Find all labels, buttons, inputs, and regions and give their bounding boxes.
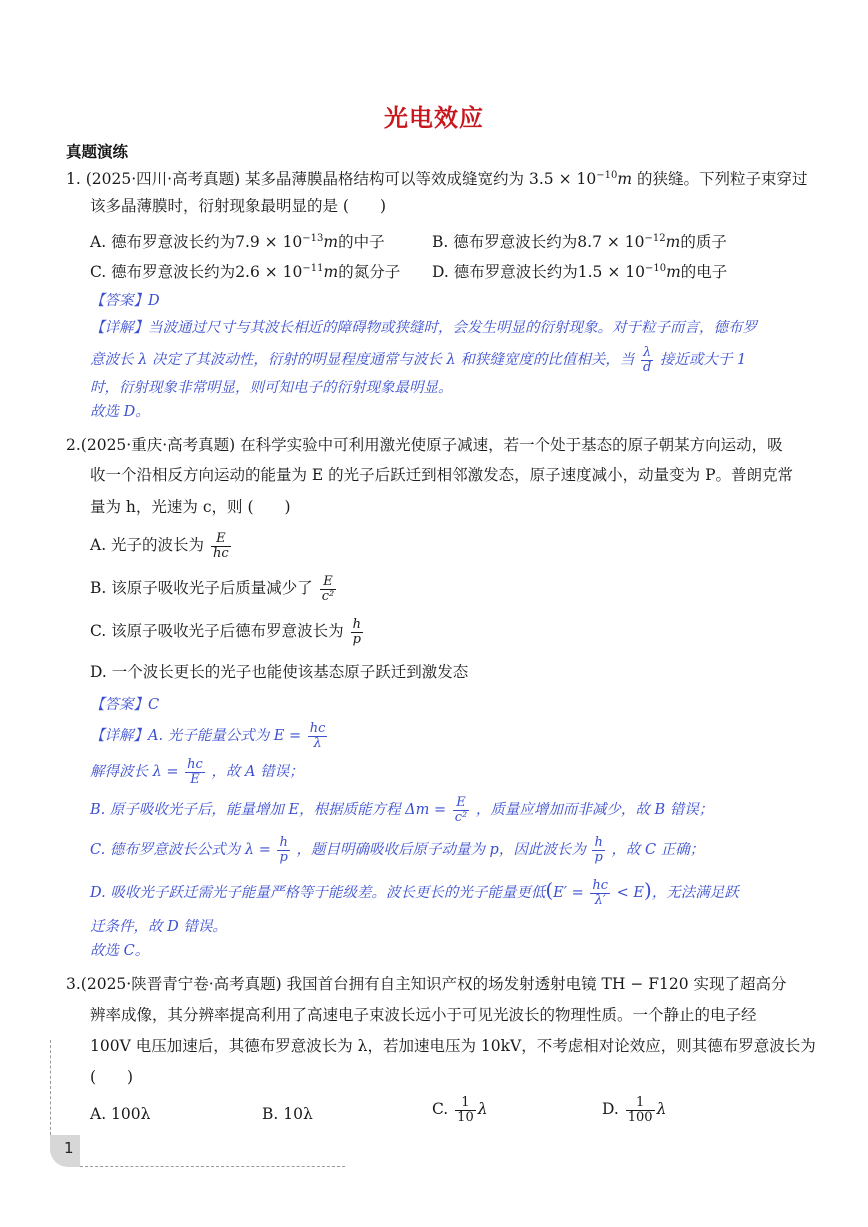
q1-explanation-1: 【详解】当波通过尺寸与其波长相近的障碍物或狭缝时，会发生明显的衍射现象。对于粒子而言，德布罗 — [90, 320, 757, 336]
q2-option-b: B. 该原子吸收光子后质量减少了 $\frac{E}{\text{c²}}$ — [90, 574, 335, 604]
q1-explanation-4: 故选 D。 — [90, 404, 150, 420]
q1-option-c: C. 德布罗意波长约为$2.6 \times 10^{-11}m$的氮分子 — [90, 263, 401, 282]
q1-text-b: 的狭缝。下列粒子束穿过 — [636, 170, 808, 189]
q2-explanation-b1: 解得波长 λ = $\frac{hc}{E}$ ，故 A 错误； — [90, 757, 304, 787]
q2-line2: 收一个沿相反方向运动的能量为 E 的光子后跃迁到相邻激发态，原子速度减小，动量变为 P。普朗克常 — [90, 466, 794, 484]
section-heading: 真题演练 — [66, 143, 129, 161]
q3-line4: ( ) — [90, 1068, 134, 1086]
q2-explanation-f: 故选 C。 — [90, 943, 150, 959]
margin-dashed-line — [50, 1040, 51, 1135]
q2-option-a: A. 光子的波长为 $\frac{E}{hc}$ — [90, 531, 229, 561]
footer-dashed-line — [80, 1166, 345, 1167]
q1-answer: 【答案】D — [90, 293, 160, 309]
q2-option-d: D. 一个波长更长的光子也能使该基态原子跃迁到激发态 — [90, 663, 469, 681]
q3-line2: 辨率成像，其分辨率提高利用了高速电子束波长远小于可见光波长的物理性质。一个静止的电子经 — [90, 1006, 757, 1024]
lambda-over-d-fraction: $\frac{\lambda}{d}$ — [642, 345, 652, 375]
q1-explanation-2: 意波长 λ 决定了其波动性，衍射的明显程度通常与波长 λ 和狭缝宽度的比值相关，当 $\frac{\lambda}{d}$ 接近或大于 1 — [90, 345, 747, 375]
q1-slit-value: $3.5 \times 10^{-10}m$ — [529, 170, 633, 189]
q3-line1: 3.(2025·陕晋青宁卷·高考真题) 我国首台拥有自主知识产权的场发射透射电镜 TH − F120 实现了超高分 — [66, 975, 787, 993]
q2-explanation-c1: B. 原子吸收光子后，能量增加 E，根据质能方程 Δm = $\frac{E}{\text{c²}}$ ，质量应增加而非减少，故 B 错误； — [90, 795, 714, 825]
q1-number: 1. — [66, 170, 81, 189]
q1-option-d: D. 德布罗意波长约为$1.5 \times 10^{-10}m$的电子 — [432, 263, 728, 282]
page-title: 光电效应 — [384, 104, 484, 132]
q1-line1 — [66, 166, 807, 189]
q2-line1: 2.(2025·重庆·高考真题) 在科学实验中可利用激光使原子减速，若一个处于基态的原子朝某方向运动，吸 — [66, 436, 783, 454]
q2-option-c: C. 该原子吸收光子后德布罗意波长为 $\frac{h}{p}$ — [90, 617, 361, 647]
q1-line2: 该多晶薄膜时，衍射现象最明显的是 ( ) — [90, 197, 387, 215]
q3-option-a: A. 100λ — [90, 1105, 151, 1123]
q2-explanation-e1: D. 吸收光子跃迁需光子能量严格等于能级差。波长更长的光子能量更低(E′ = $\frac{hc}{\lambda'}$ < E)，无法满足跃 — [90, 878, 739, 908]
q2-explanation-a: 【详解】A. 光子能量公式为 E = $\frac{hc}{\lambda}$ — [90, 721, 326, 751]
q2-explanation-d1: C. 德布罗意波长公式为 λ = $\frac{h}{p}$ ，题目明确吸收后原子动量为 p，因此波长为 $\frac{h}{p}$ ，故 C 正确； — [90, 835, 705, 865]
q1-explanation-3: 时，衍射现象非常明显，则可知电子的衍射现象最明显。 — [90, 380, 453, 396]
page-number: 1 — [64, 1139, 74, 1157]
q3-option-d: D. $\frac{1}{100}$ λ — [602, 1095, 667, 1125]
q1-option-b: B. 德布罗意波长约为$8.7 \times 10^{-12}m$的质子 — [432, 233, 727, 252]
q3-option-c: C. $\frac{1}{10}$ λ — [432, 1095, 488, 1125]
q3-option-b: B. 10λ — [262, 1105, 313, 1123]
q1-text-a: (2025·四川·高考真题) 某多晶薄膜晶格结构可以等效成缝宽约为 — [85, 170, 525, 189]
q2-answer: 【答案】C — [90, 697, 160, 713]
q2-line3: 量为 h，光速为 c，则 ( ) — [90, 498, 291, 516]
q1-option-a: A. 德布罗意波长约为$7.9 \times 10^{-13}m$的中子 — [90, 233, 385, 252]
q2-explanation-e2: 迁条件，故 D 错误。 — [90, 919, 227, 935]
q3-line3: 100V 电压加速后，其德布罗意波长为 λ，若加速电压为 10kV，不考虑相对论效应，则其德布罗意波长为 — [90, 1037, 816, 1055]
